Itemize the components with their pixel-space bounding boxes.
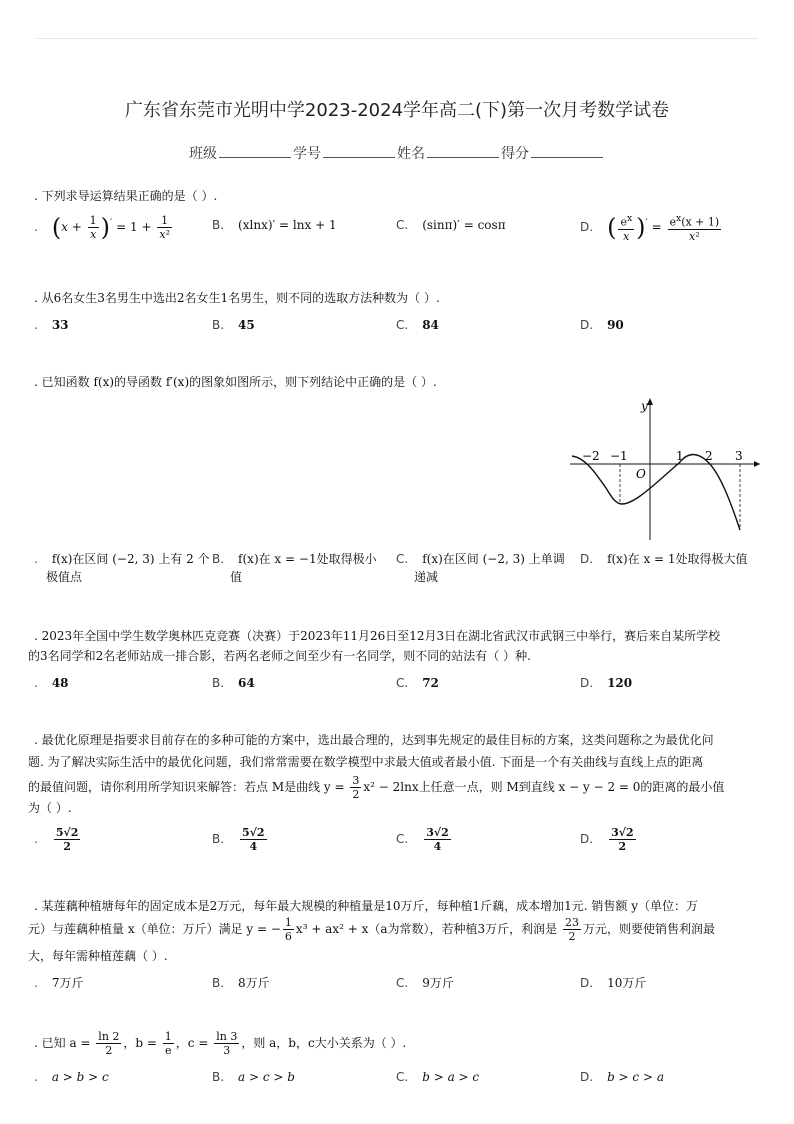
q3-option-c: C. f(x)在区间 (−2, 3) 上单调 递减 bbox=[396, 552, 565, 584]
q1-option-a: . (x + $\frac{1}{x}$ )′ = 1 + $\frac{1}{\text{x²}}$ bbox=[34, 213, 170, 242]
tick-label-m2: −2 bbox=[582, 449, 600, 463]
derivative-graph bbox=[566, 396, 762, 544]
origin-label: O bbox=[636, 467, 646, 481]
q6-line3: 大，每年需种植莲藕（ ）. bbox=[28, 949, 168, 963]
q6-line2: 元）与莲藕种植量 x（单位：万斤）满足 y = − $\frac{1}{6}$ x³ + ax² + x（a为常数），若种植3万斤，利润是 $\frac{23}{2}$ 万元，则要使销售利润最 bbox=[28, 916, 716, 943]
q5-option-a: . $\frac{5√2}{2}$ bbox=[34, 826, 79, 853]
q3-option-a: . f(x)在区间 (−2, 3) 上有 2 个 极值点 bbox=[34, 552, 210, 584]
class-blank bbox=[219, 145, 291, 158]
q7-option-b: B. a > c > b bbox=[212, 1070, 295, 1084]
q5-option-b: B. $\frac{5√2}{4}$ bbox=[212, 826, 265, 853]
tick-label-m1: −1 bbox=[610, 449, 628, 463]
student-info-line bbox=[0, 143, 794, 163]
q5-line2: 题. 为了解决实际生活中的最优化问题，我们常常需要在数学模型中求最大值或者最小值. 下面是一个有关曲线与直线上点的距离 bbox=[28, 755, 704, 769]
q2-option-c: C. 84 bbox=[396, 318, 439, 332]
q5-line4: 为（ ）. bbox=[28, 801, 72, 815]
name-blank bbox=[427, 145, 499, 158]
q5-line1: . 最优化原理是指要求目前存在的多种可能的方案中，选出最合理的，达到事先规定的最佳目标的方案，这类问题称之为最优化问 bbox=[34, 733, 714, 747]
q6-option-c: C. 9万斤 bbox=[396, 976, 454, 990]
q4-line1: . 2023年全国中学生数学奥林匹克竞赛（决赛）于2023年11月26日至12月3日在湖北省武汉市武钢三中举行，赛后来自某所学校 bbox=[34, 629, 721, 643]
q5-option-c: C. $\frac{3√2}{4}$ bbox=[396, 826, 449, 853]
id-label: 学号 bbox=[293, 146, 321, 162]
q2-option-a: . 33 bbox=[34, 318, 69, 332]
q7-option-a: . a > b > c bbox=[34, 1070, 109, 1084]
q4-line2: 的3名同学和2名老师站成一排合影，若两名老师之间至少有一名同学，则不同的站法有（ ）种. bbox=[28, 649, 531, 663]
q7-option-c: C. b > a > c bbox=[396, 1070, 480, 1084]
tick-label-1: 1 bbox=[676, 449, 684, 463]
q2-option-d: D. 90 bbox=[580, 318, 624, 332]
score-label: 得分 bbox=[501, 146, 529, 162]
name-label: 姓名 bbox=[397, 146, 425, 162]
y-axis-label: y bbox=[641, 399, 648, 413]
class-label: 班级 bbox=[189, 146, 217, 162]
score-blank bbox=[531, 145, 603, 158]
q3-stem: . 已知函数 f(x)的导函数 f′(x)的图象如图所示，则下列结论中正确的是（ ）. bbox=[34, 375, 437, 389]
q7-option-d: D. b > c > a bbox=[580, 1070, 664, 1084]
tick-label-3: 3 bbox=[735, 449, 743, 463]
q6-option-d: D. 10万斤 bbox=[580, 976, 647, 990]
q4-option-d: D. 120 bbox=[580, 676, 633, 690]
q2-stem: . 从6名女生3名男生中选出2名女生1名男生，则不同的选取方法种数为（ ）. bbox=[34, 291, 440, 305]
q3-option-b: B. f(x)在 x = −1处取得极小 值 bbox=[212, 552, 377, 584]
derivative-curve bbox=[572, 455, 740, 531]
q3-option-d: D. f(x)在 x = 1处取得极大值 bbox=[580, 552, 748, 566]
q1-option-b: B. (xlnx)′ = lnx + 1 bbox=[212, 218, 337, 232]
q1-option-d: D. ( $\frac{e^x}{x}$ )′ = $\frac{e^x(x + 1)}{\text{x²}}$ bbox=[580, 213, 720, 243]
page-title: 广东省东莞市光明中学2023-2024学年高二(下)第一次月考数学试卷 bbox=[124, 100, 670, 121]
tick-label-2: 2 bbox=[705, 449, 713, 463]
q7-stem: . 已知 a = $\frac{\ln 2}{2}$ ，b = $\frac{1}{e}$ ，c = $\frac{\ln 3}{3}$ ，则 a，b，c大小关系为（ ）. bbox=[34, 1030, 407, 1057]
q4-option-c: C. 72 bbox=[396, 676, 439, 690]
q6-line1: . 某莲藕种植塘每年的固定成本是2万元，每年最大规模的种植量是10万斤，每种植1斤藕，成本增加1元. 销售额 y（单位：万 bbox=[34, 899, 699, 913]
q1-stem: . 下列求导运算结果正确的是（ ）. bbox=[34, 189, 218, 203]
q4-option-b: B. 64 bbox=[212, 676, 255, 690]
q6-option-b: B. 8万斤 bbox=[212, 976, 270, 990]
q5-line3: 的最值问题，请你利用所学知识来解答：若点 M是曲线 y = $\frac{3}{2}$ x² − 2lnx上任意一点，则 M到直线 x − y − 2 = 0的距离的最小值 bbox=[28, 774, 725, 801]
top-divider bbox=[36, 38, 758, 39]
q5-option-d: D. $\frac{3√2}{2}$ bbox=[580, 826, 634, 853]
q6-option-a: . 7万斤 bbox=[34, 976, 84, 990]
q1-option-c: C. (sinπ)′ = cosπ bbox=[396, 218, 506, 232]
q4-option-a: . 48 bbox=[34, 676, 69, 690]
id-blank bbox=[323, 145, 395, 158]
q2-option-b: B. 45 bbox=[212, 318, 255, 332]
